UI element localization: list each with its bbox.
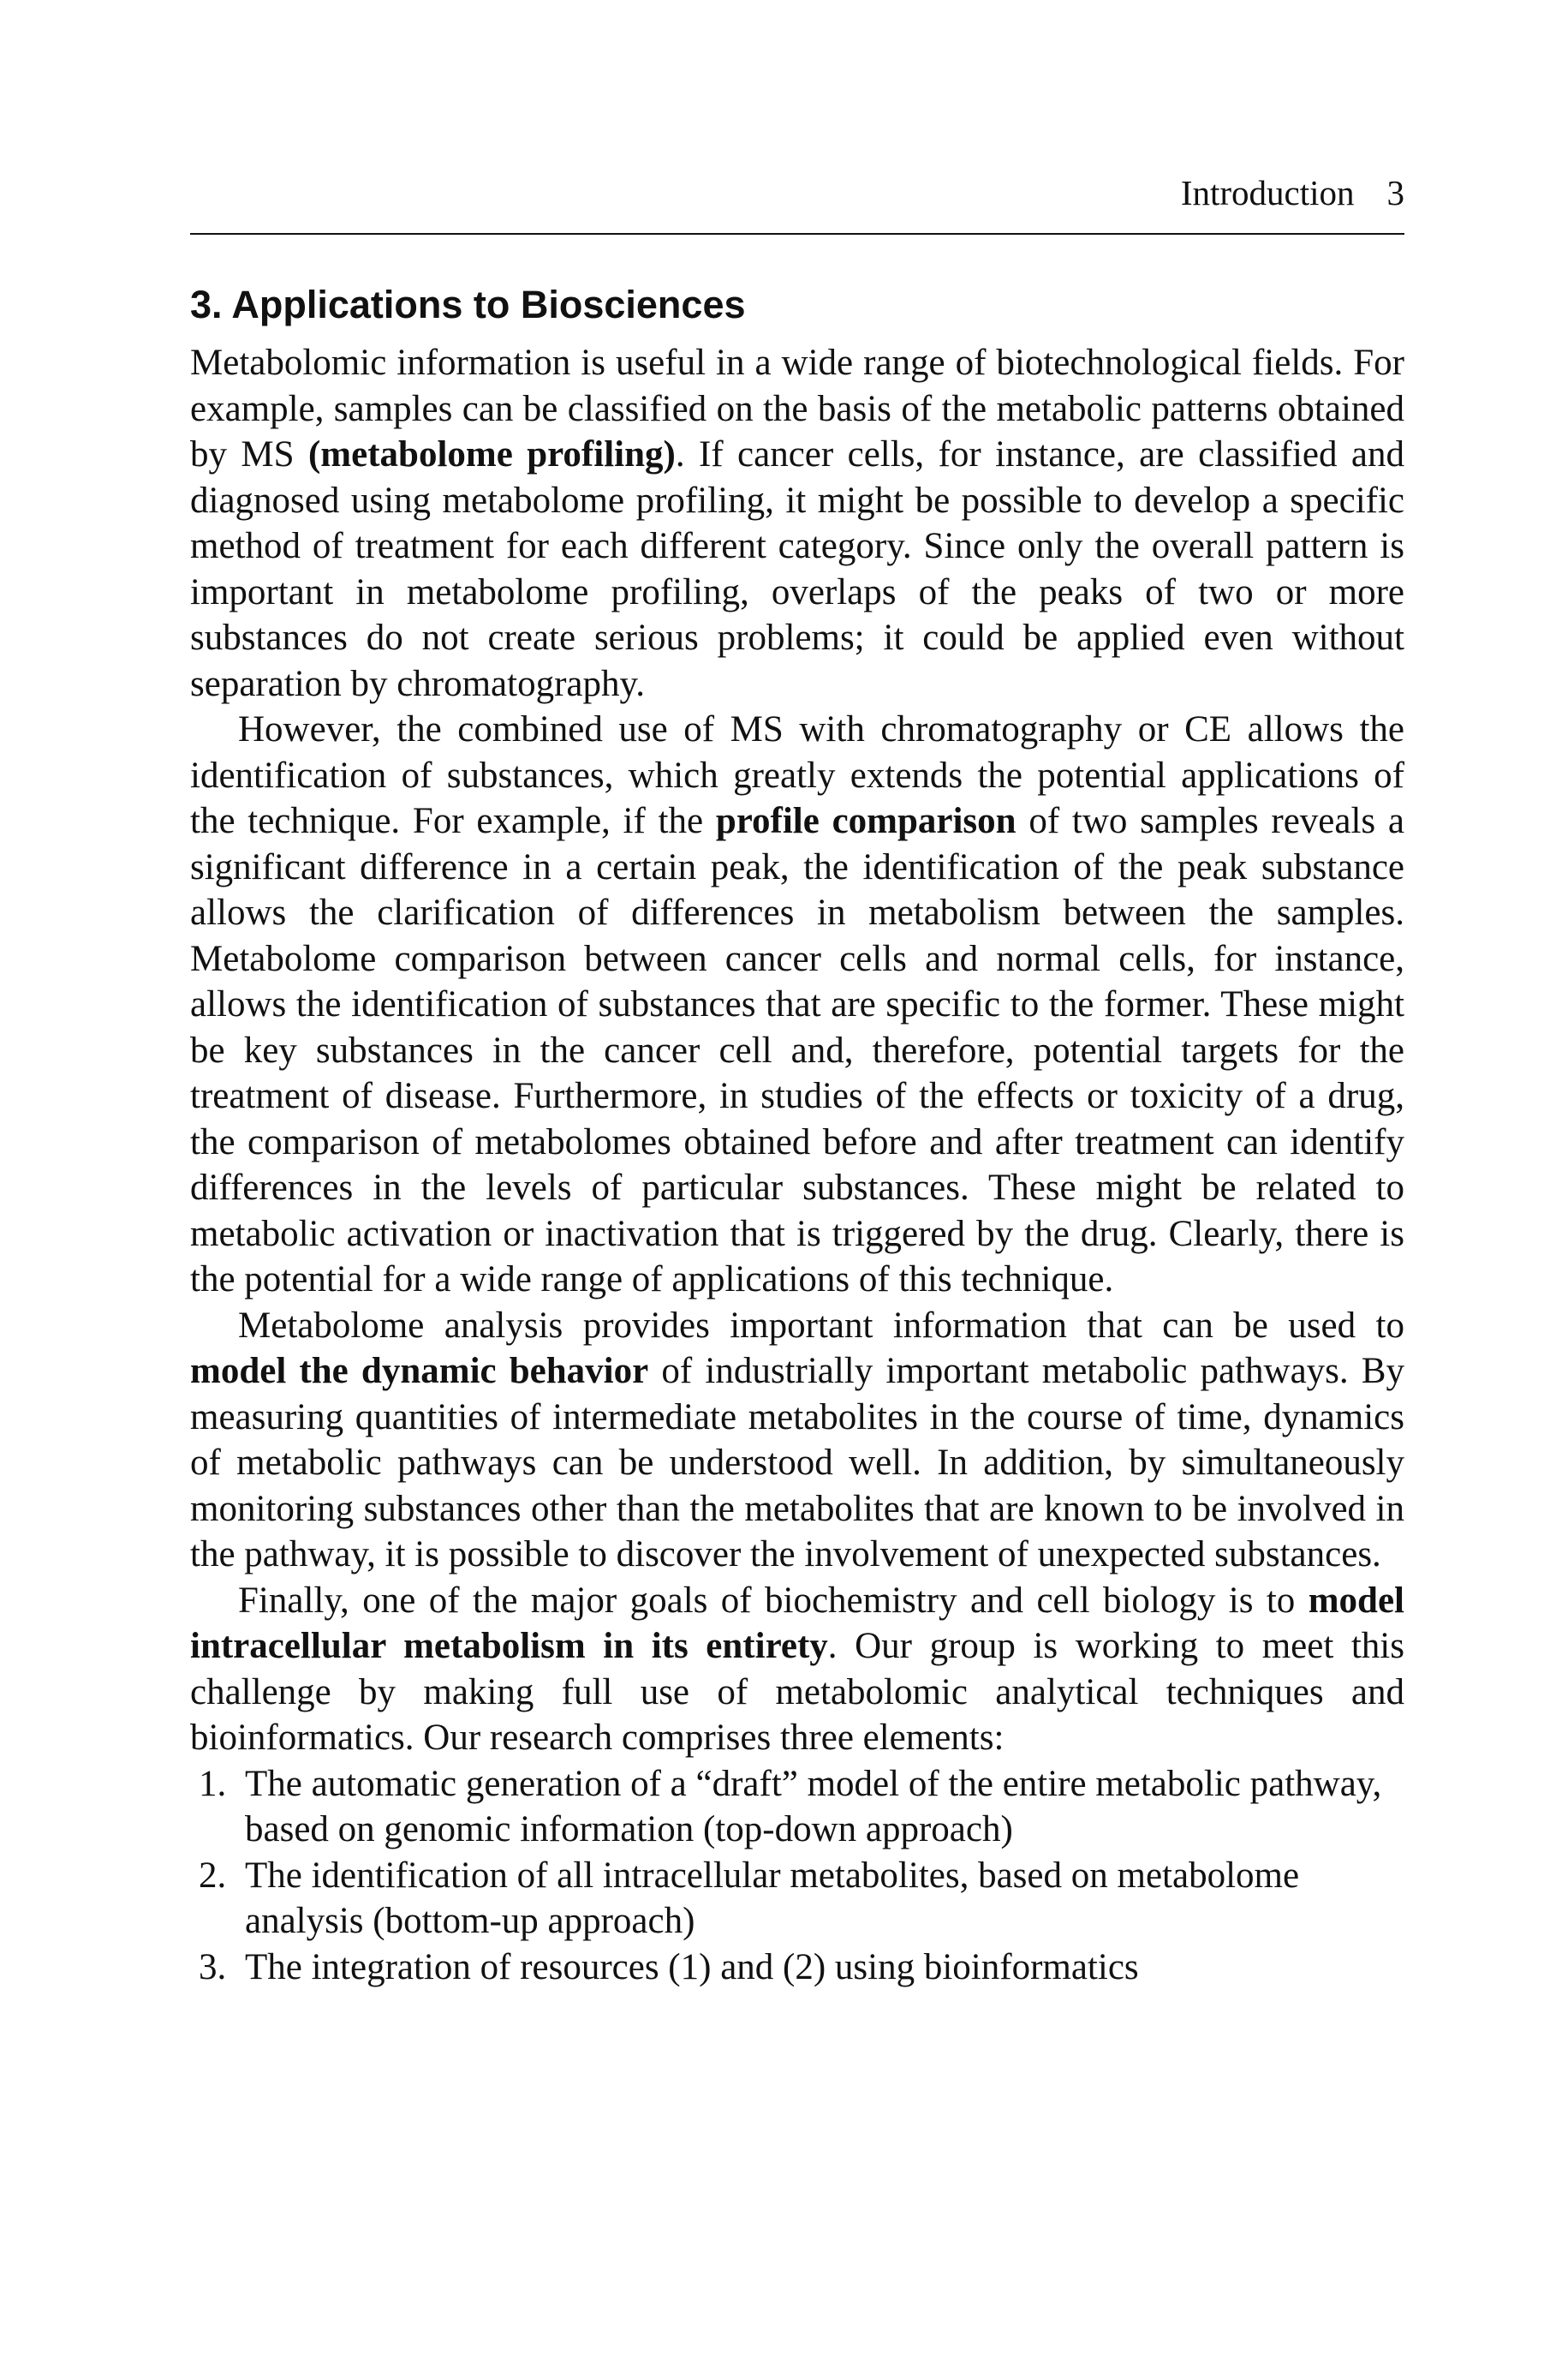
paragraph-text: . Our group is working to meet this challenge by making full use of metabolomic analytical techniques and bioinformatics. Our research comprises three elements: [190, 1626, 1404, 1758]
list-item-text: The integration of resources (1) and (2) using bioinformatics [245, 1946, 1139, 1987]
paragraph-text: . If cancer cells, for instance, are classified and diagnosed using metabolome profiling, it might be possible to develop a specific method of treatment for each different category. Since only the overall pattern is important in metabolome profiling, overlaps of the peaks of two or more substances do not create serious problems; it could be applied even without separation by chromatography. [190, 434, 1404, 704]
bold-term-model-intracellular-metabolism: model intracellular metabolism in its entirety [190, 1580, 1404, 1666]
research-elements-list [190, 1761, 1404, 1991]
list-item-text: The identification of all intracellular metabolites, based on metabolome analysis (bottom-up approach) [245, 1855, 1300, 1941]
paragraph-text: Metabolome analysis provides important information that can be used to [238, 1305, 1404, 1346]
bold-term-model-dynamic-behavior: model the dynamic behavior [190, 1351, 649, 1391]
list-item-text: The automatic generation of a “draft” model of the entire metabolic pathway, based on genomic information (top-down approach) [245, 1763, 1382, 1849]
list-item [190, 1761, 1404, 1853]
bold-term-metabolome-profiling: (metabolome profiling) [307, 434, 676, 475]
running-head-title: Introduction [1180, 173, 1355, 212]
header-rule [190, 233, 1404, 235]
paragraph-4 [190, 1578, 1404, 1761]
body-text [190, 340, 1404, 1990]
paragraph-2 [190, 707, 1404, 1303]
paragraph-3 [190, 1303, 1404, 1578]
paragraph-text: However, the combined use of MS with chromatography or CE allows the identification of substances, which greatly extends the potential applications of the technique. For example, if the [190, 709, 1404, 841]
list-item-number: 2. [199, 1855, 227, 1896]
paragraph-text: of two samples reveals a significant difference in a certain peak, the identification of the peak substance allows the clarification of differences in metabolism between the samples. Metabolome comparison between cancer cells and normal cells, for instance, allows the identification of substances that are specific to the former. These might be key substances in the cancer cell and, therefore, potential targets for the treatment of disease. Furthermore, in studies of the effects or toxicity of a drug, the comparison of metabolomes obtained before and after treatment can identify differences in the levels of particular substances. These might be related to metabolic activation or inactivation that is triggered by the drug. Clearly, there is the potential for a wide range of applications of this technique. [190, 801, 1404, 1300]
list-item [190, 1853, 1404, 1945]
paragraph-text: of industrially important metabolic pathways. By measuring quantities of intermediate metabolites in the course of time, dynamics of metabolic pathways can be understood well. In addition, by simultaneously monitoring substances other than the metabolites that are known to be involved in the pathway, it is possible to discover the involvement of unexpected substances. [190, 1351, 1404, 1574]
paragraph-text: Finally, one of the major goals of biochemistry and cell biology is to [238, 1580, 1309, 1621]
list-item-number: 1. [199, 1763, 227, 1804]
list-item [190, 1945, 1404, 1991]
paragraph-1 [190, 340, 1404, 707]
page-number: 3 [1386, 173, 1404, 212]
paragraph-text: Metabolomic information is useful in a wide range of biotechnological fields. For example, samples can be classified on the basis of the metabolic patterns obtained by MS [190, 343, 1404, 475]
list-item-number: 3. [199, 1946, 227, 1987]
section-heading: 3. Applications to Biosciences [190, 283, 746, 326]
running-head [190, 171, 1404, 214]
bold-term-profile-comparison: profile comparison [715, 801, 1017, 841]
